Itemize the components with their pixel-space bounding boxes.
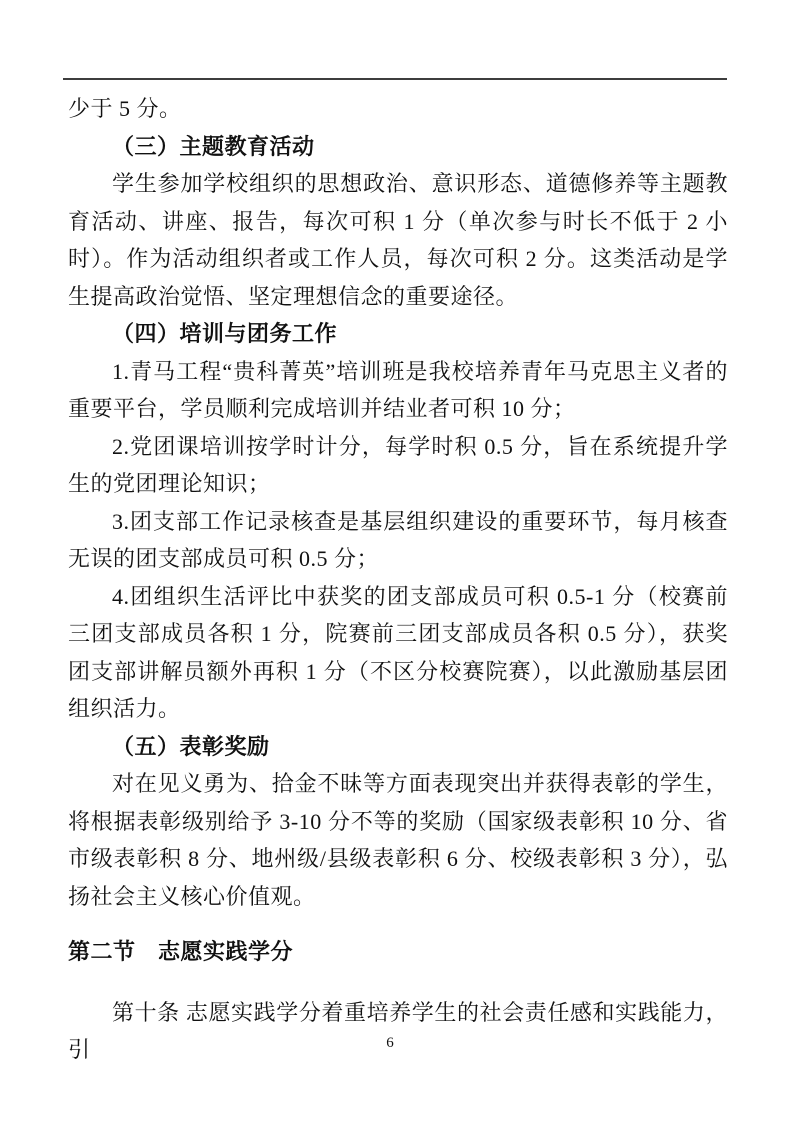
paragraph-continued: 少于 5 分。 <box>68 96 182 121</box>
subsection-heading-5: （五）表彰奖励 <box>112 733 270 759</box>
document-body <box>68 90 728 1069</box>
body-paragraph: 对在见义勇为、拾金不昧等方面表现突出并获得表彰的学生，将根据表彰级别给予 3-10 分不等的奖励（国家级表彰积 10 分、省市级表彰积 8 分、地州级/县级表彰积 6 分、校级表彰积 3 分），弘扬社会主义核心价值观。 <box>68 771 728 909</box>
list-item-1: 1.青马工程“贵科菁英”培训班是我校培养青年马克思主义者的重要平台，学员顺利完成培训并结业者可积 10 分； <box>68 358 728 421</box>
subsection-heading-3: （三）主题教育活动 <box>112 133 315 159</box>
list-item-4: 4.团组织生活评比中获奖的团支部成员可积 0.5-1 分（校赛前三团支部成员各积 1 分，院赛前三团支部成员各积 0.5 分），获奖团支部讲解员额外再积 1 分（不区分校赛院赛），以此激励基层团组织活力。 <box>68 583 728 721</box>
body-paragraph: 学生参加学校组织的思想政治、意识形态、道德修养等主题教育活动、讲座、报告，每次可积 1 分（单次参与时长不低于 2 小时）。作为活动组织者或工作人员，每次可积 2 分。这类活动是学生提高政治觉悟、坚定理想信念的重要途径。 <box>68 171 728 309</box>
header-divider-line <box>63 78 727 80</box>
list-item-3: 3.团支部工作记录核查是基层组织建设的重要环节，每月核查无误的团支部成员可积 0.5 分； <box>68 508 728 571</box>
subsection-heading-4: （四）培训与团务工作 <box>112 321 338 346</box>
body-paragraph: 第十条 志愿实践学分着重培养学生的社会责任感和实践能力，引 <box>68 999 728 1062</box>
page-number: 6 <box>386 1035 394 1051</box>
section-heading: 第二节 志愿实践学分 <box>68 939 294 964</box>
list-item-2: 2.党团课培训按学时计分，每学时积 0.5 分，旨在系统提升学生的党团理论知识； <box>68 433 728 496</box>
